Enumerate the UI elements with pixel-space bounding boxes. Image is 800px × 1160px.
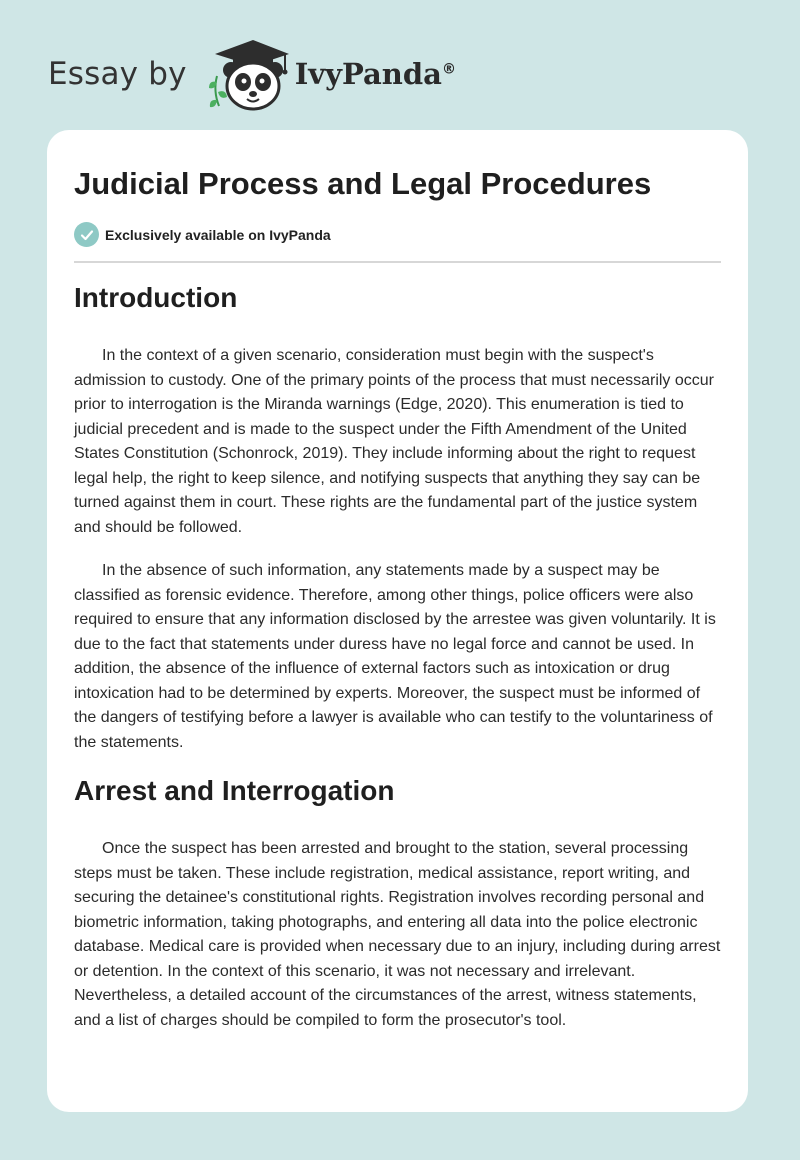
- exclusive-label: Exclusively available on IvyPanda: [105, 226, 331, 243]
- paragraph: In the absence of such information, any statements made by a suspect may be classified as forensic evidence. Therefore, among other things, police officers were also required to ensure that any information disclosed by the arrestee was given voluntarily. It is due to the fact that statements under duress have no legal force and cannot be used. In addition, the absence of the influence of external factors such as intoxication or drug intoxication had to be determined by experts. Moreover, the suspect must be informed of the dangers of testifying before a lawyer is available who can testify to the voluntariness of the statements.: [74, 562, 716, 751]
- registered-mark: ®: [441, 61, 456, 78]
- panda-graduate-logo-icon[interactable]: [203, 36, 291, 112]
- essay-body: [74, 282, 726, 1033]
- section-heading-arrest-and-interrogation: Arrest and Interrogation: [74, 775, 395, 806]
- exclusive-badge: [74, 222, 331, 247]
- paragraph: Once the suspect has been arrested and brought to the station, several processing steps must be taken. These include registration, medical assistance, report writing, and securing the detainee's constitutional rights. Registration involves recording personal and biometric information, taking photographs, and entering all data into the police electronic database. Medical care is provided when necessary due to an injury, including during arrest or detention. In the context of this scenario, it was not necessary and irrelevant. Nevertheless, a detailed account of the circumstances of the arrest, witness statements, and a list of charges should be compiled to form the prosecutor's tool.: [74, 840, 721, 1029]
- site-header: [48, 34, 456, 114]
- ivypanda-brand[interactable]: IvyPanda®: [294, 57, 456, 91]
- essay-by-label: Essay by: [48, 56, 187, 92]
- essay-title: Judicial Process and Legal Procedures: [74, 166, 652, 201]
- essay-card: [47, 130, 748, 1112]
- check-circle-icon: [74, 222, 99, 247]
- paragraph: In the context of a given scenario, consideration must begin with the suspect's admission to custody. One of the primary points of the process that must necessarily occur prior to interrogation is the Miranda warnings (Edge, 2020). This enumeration is tied to judicial precedent and is made to the suspect under the Fifth Amendment of the United States Constitution (Schonrock, 2019). They include informing about the right to request legal help, the right to keep silence, and notifying suspects that anything they say can be turned against them in court. These rights are the fundamental part of the justice system and should be followed.: [74, 347, 714, 536]
- title-divider: [74, 261, 721, 263]
- section-heading-introduction: Introduction: [74, 282, 238, 313]
